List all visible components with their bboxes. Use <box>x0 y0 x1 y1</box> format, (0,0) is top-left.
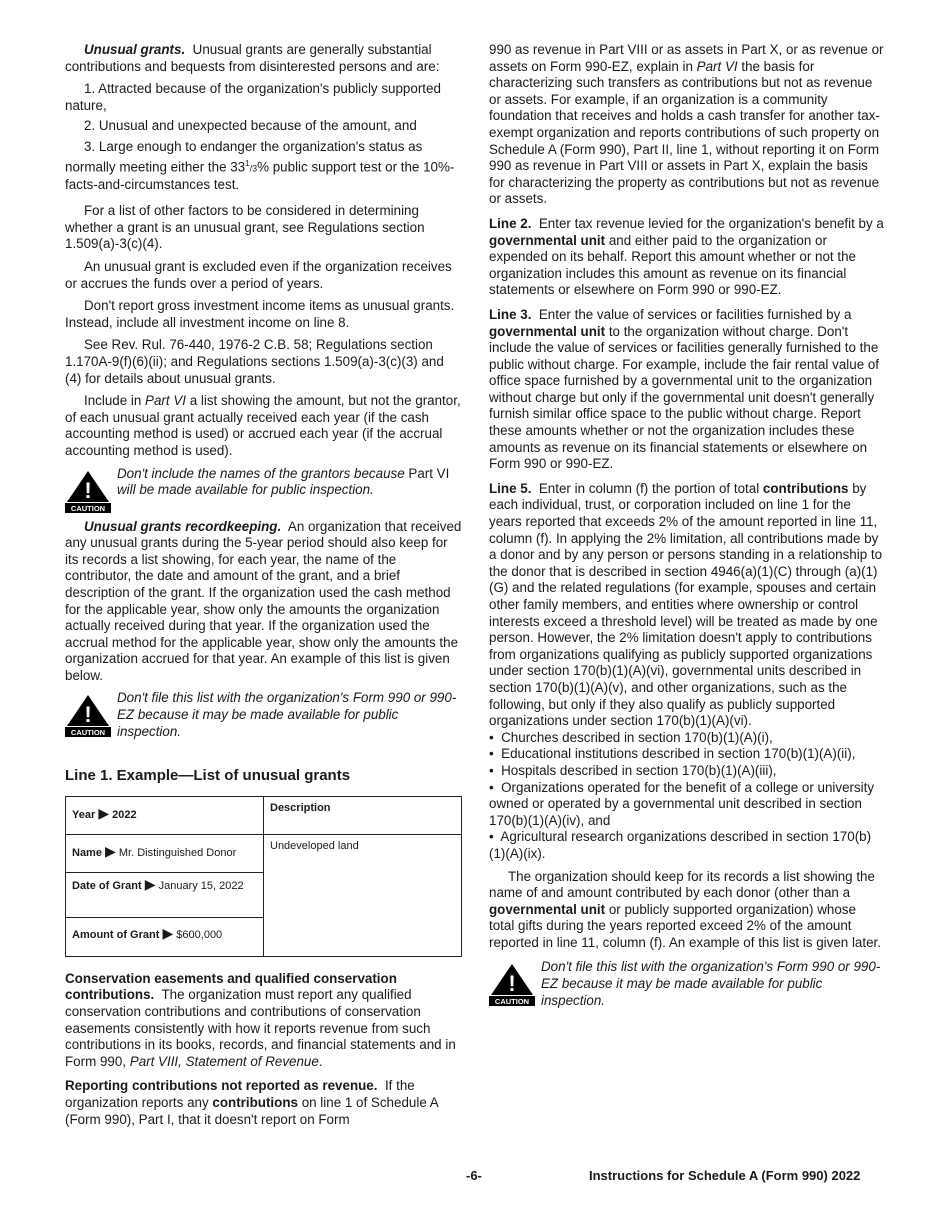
table-cell: Date of Grant ▶ January 15, 2022 <box>66 872 264 917</box>
table-cell: Name ▶ Mr. Distinguished Donor <box>66 834 264 872</box>
unusual-grants-text: Unusual grants are generally substantial contributions and bequests from disinterested persons and are: <box>65 42 440 74</box>
paragraph: An unusual grant is excluded even if the organization receives or accrues the funds over a period of years. <box>65 259 452 291</box>
unusual-grants-example-table <box>65 796 462 957</box>
arrow-right-icon: ▶ <box>162 924 174 941</box>
table-cell: Amount of Grant ▶ $600,000 <box>66 917 264 956</box>
table-cell: Description <box>264 796 462 834</box>
left-column <box>65 42 462 1134</box>
caution-note <box>65 690 462 740</box>
reporting-paragraph: Reporting contributions not reported as revenue. If the organization reports any contributions on line 1 of Schedule A (Form 990), Part I, that it doesn't report on Form <box>65 1078 438 1127</box>
conservation-paragraph: Conservation easements and qualified conservation contributions. The organization must report any qualified conservation contributions and contributions of conservation easements consistently with how it reports revenue from such contributions in its books, records, and financial statements and in Form 990, Part VIII, Statement of Revenue. <box>65 970 456 1069</box>
table-cell: Undeveloped land <box>264 834 462 956</box>
table-cell: Year ▶ 2022 <box>66 796 264 834</box>
list-item: 3. Large enough to endanger the organization's status as normally meeting either the $33^1/3\%$ public support test or the 10%-facts-and-circumstances test. <box>65 138 455 192</box>
caution-note <box>65 466 462 513</box>
line-2-paragraph: Line 2. Enter tax revenue levied for the organization's benefit by a governmental unit and either paid to the organization or expended on its behalf. Report this amount whether or not the organization includes this amount as revenue on its financial statements or elsewhere on Form 990 or 990-EZ. <box>489 215 884 298</box>
list-item: • Churches described in section 170(b)(1)(A)(i), <box>489 729 773 745</box>
list-item: • Educational institutions described in section 170(b)(1)(A)(ii), <box>489 746 856 762</box>
line-2-heading: Line 2. <box>489 215 532 231</box>
svg-text:!: ! <box>84 702 92 728</box>
list-item: • Hospitals described in section 170(b)(1)(A)(iii), <box>489 762 777 778</box>
conservation-heading: Conservation easements and qualified conservation contributions. <box>65 970 397 1003</box>
caution-icon <box>489 962 535 1006</box>
paragraph: The organization should keep for its records a list showing the name of and amount contributed by each donor (other than a governmental unit or publicly supported organization) whose total gifts during the years reported exceed 2% of the amount reported in line 11, column (f). An example of this list is given later. <box>489 868 881 950</box>
caution-icon <box>65 469 111 513</box>
example-title: Line 1. Example—List of unusual grants <box>65 767 351 785</box>
line-3-paragraph: Line 3. Enter the value of services or facilities furnished by a governmental unit to the organization without charge. Don't include the value of services or facilities generally furnished to the public without charge. For example, include the fair rental value of office space furnished by a governmental unit to the organization without charge but only if the governmental unit doesn't generally furnish similar office space to the public without charge. Report these amounts whether or not the organization includes these amounts as revenue on its financial statements or elsewhere on Form 990 or 990-EZ. <box>489 306 880 472</box>
arrow-right-icon: ▶ <box>98 804 110 821</box>
svg-text:!: ! <box>508 971 516 997</box>
page-number: -6- <box>466 1168 482 1183</box>
svg-text:CAUTION: CAUTION <box>70 503 106 513</box>
svg-text:CAUTION: CAUTION <box>494 997 530 1007</box>
footer-title: Instructions for Schedule A (Form 990) 2022 <box>589 1168 861 1183</box>
list-item: 2. Unusual and unexpected because of the amount, and <box>84 118 417 134</box>
list-item: • Organizations operated for the benefit of a college or university owned or operated by a governmental unit described in section 170(b)(1)(A)(iv), and <box>489 779 875 828</box>
right-column <box>489 42 884 1015</box>
svg-text:CAUTION: CAUTION <box>70 728 106 738</box>
list-item: • Agricultural research organizations described in section 170(b)(1)(A)(ix). <box>489 829 872 861</box>
paragraph: For a list of other factors to be considered in determining whether a grant is an unusual grant, see Regulations section 1.509(a)-3(c)(4). <box>65 203 425 252</box>
list-item: 1. Attracted because of the organization's publicly supported nature, <box>65 81 441 113</box>
line-3-heading: Line 3. <box>489 306 532 322</box>
caution-text: Don't file this list with the organization's Form 990 or 990-EZ because it may be made available for public inspection. <box>541 959 881 1008</box>
arrow-right-icon: ▶ <box>105 842 116 859</box>
caution-note <box>489 959 884 1009</box>
line-5-heading: Line 5. <box>489 480 532 496</box>
line-5-paragraph: Line 5. Enter in column (f) the portion of total contributions by each individual, trust, or corporation included on line 1 for the years reported that exceeds 2% of the amount reported in line 11, column (f). In applying the 2% limitation, all contributions made by a donor and by any person or persons standing in a relationship to the donor that is described in section 4946(a)(1)(C) through (a)(1)(G) and the related regulations (for example, spouses and certain other family members, and entities where ownership or control interests exceed a threshold level) will be treated as made by one person. However, the 2% limitation doesn't apply to contributions from organizations qualifying as publicly supported organizations under section 170(b)(1)(A)(vi), governmental units described in section 170(b)(1)(A)(v), and other organizations, such as the following, but only if they also qualify as publicly supported organizations under section 170(b)(1)(A)(vi). <box>489 480 883 729</box>
paragraph: Include in Part VI a list showing the amount, but not the grantor, of each unusual grant actually received each year (if the cash accounting method is used) or accrued each year (if the accrual accounting method is used). <box>65 393 461 458</box>
recordkeeping-paragraph: Unusual grants recordkeeping. An organization that received any unusual grants during the 5-year period should also keep for its records a list showing, for each year, the name of the contributor, the date and amount of the grant, and a brief description of the grant. If the organization used the cash method for the applicable year, show only the amounts the organization actually received during that year. If the organization used the accrual method for the applicable year, show only the amounts the organization accrued for that year. An example of this list is given below. <box>65 518 462 683</box>
caution-text: Don't file this list with the organization's Form 990 or 990-EZ because it may be made available for public inspection. <box>117 690 457 739</box>
paragraph: Don't report gross investment income items as unusual grants. Instead, include all investment income on line 8. <box>65 298 455 330</box>
recordkeeping-heading: Unusual grants recordkeeping. <box>84 518 282 534</box>
unusual-grants-heading: Unusual grants. <box>84 42 186 57</box>
svg-text:!: ! <box>84 477 92 503</box>
caution-icon <box>65 693 111 737</box>
paragraph: 990 as revenue in Part VIII or as assets in Part X, or as revenue or assets on Form 990-EZ, explain in Part VI the basis for characterizing such transfers as contributions but not as revenue or assets. For example, if an organization is a community foundation that receives and holds a cash transfer for another tax-exempt organization and reports contributions of such property on Schedule A (Form 990), Part II, line 1, without reporting it on Form 990 as revenue in Part VIII or assets in Part X, explain the basis for characterizing the property as contributions but not as revenue or assets. <box>489 42 884 207</box>
arrow-right-icon: ▶ <box>144 875 156 892</box>
caution-text: Don't include the names of the grantors because Part VI will be made available for public inspection. <box>117 465 450 498</box>
reporting-heading: Reporting contributions not reported as revenue. <box>65 1078 378 1094</box>
unusual-grants-intro <box>65 42 462 75</box>
paragraph: See Rev. Rul. 76-440, 1976-2 C.B. 58; Regulations section 1.170A-9(f)(6)(ii); and Regulations sections 1.509(a)-3(c)(3) and (4) for details about unusual grants. <box>65 337 444 386</box>
